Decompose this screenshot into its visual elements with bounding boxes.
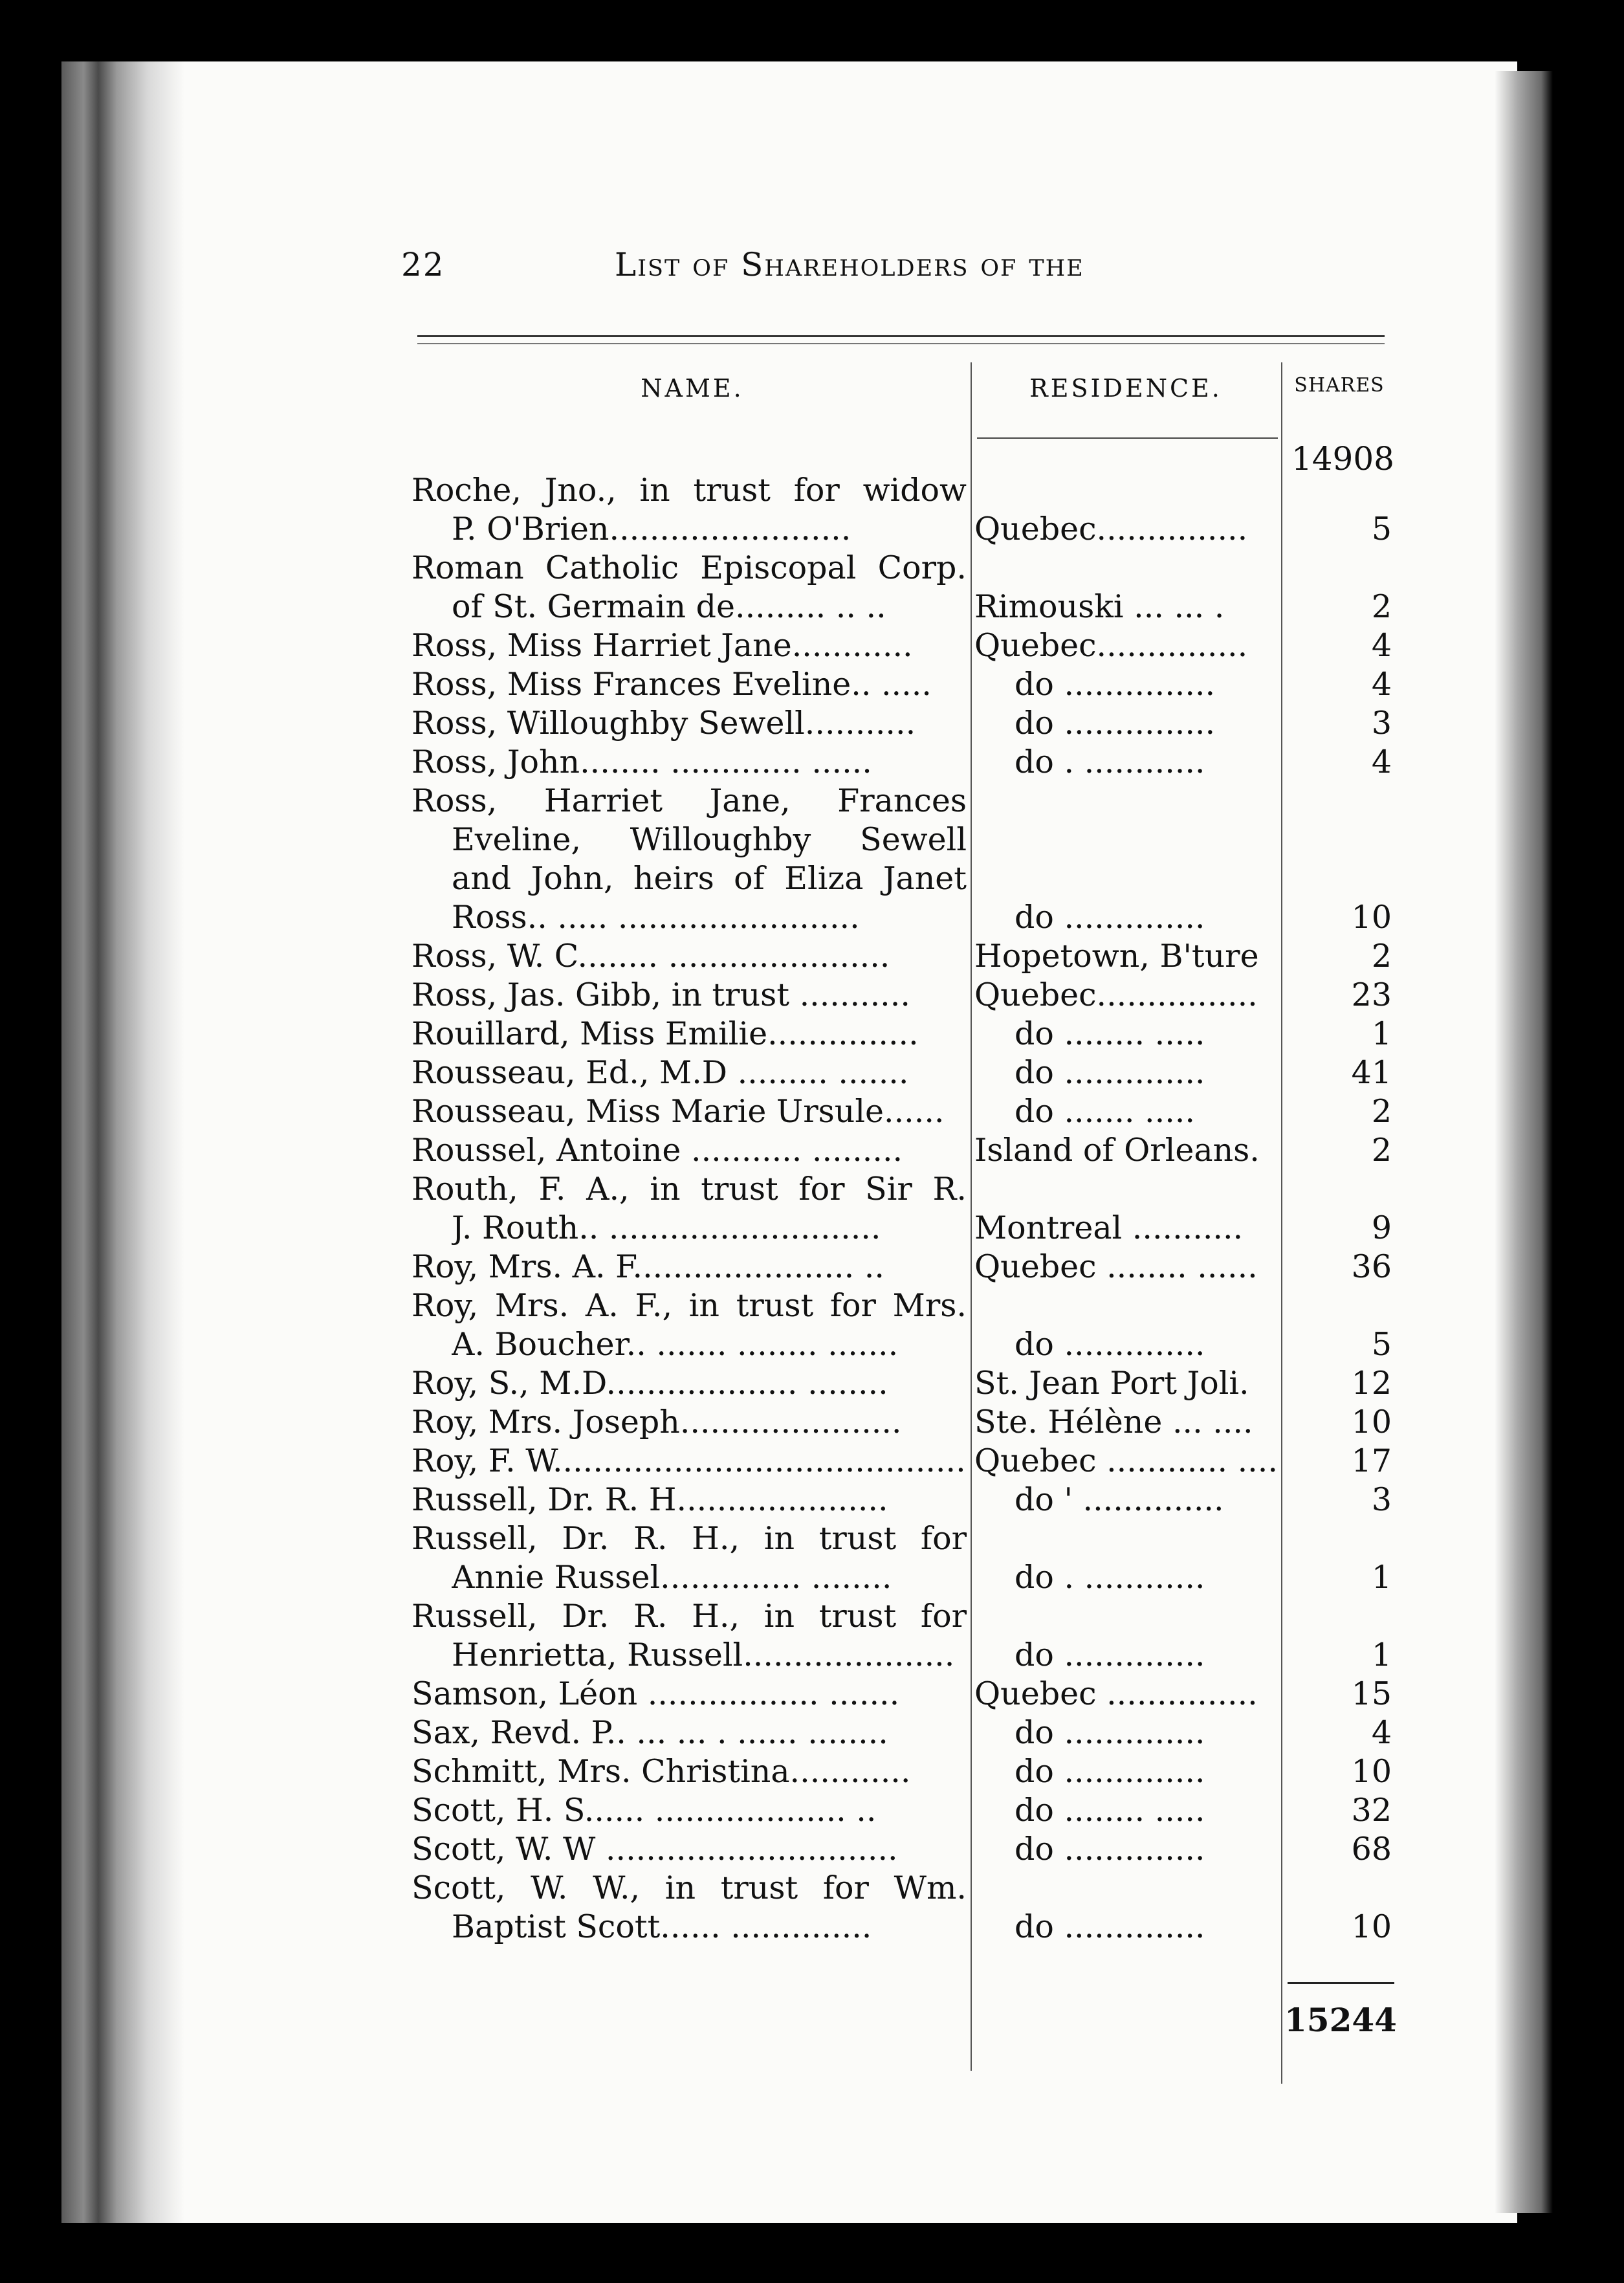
shareholder-shares: 10 (1351, 1404, 1392, 1440)
shareholder-residence: do .............. (1015, 1831, 1205, 1868)
table-row (411, 1092, 1395, 1131)
shareholder-residence: Quebec ............ .... (974, 1442, 1278, 1479)
shareholder-name: Roy, F. W......................................... (411, 1442, 966, 1479)
column-header-shares: SHARES (1294, 374, 1385, 397)
shareholder-name: Russell, Dr. R. H., in trust for (411, 1520, 967, 1557)
table-row (411, 782, 1395, 821)
table-row (411, 1752, 1395, 1791)
shareholder-residence: do ........ ..... (1015, 1792, 1205, 1829)
shareholder-name: Ross, W. C........ ...................... (411, 938, 890, 975)
shareholder-shares: 5 (1371, 1326, 1392, 1363)
shareholder-shares: 68 (1351, 1831, 1392, 1868)
shareholder-name: Samson, Léon ................. ....... (411, 1675, 900, 1712)
table-row (411, 626, 1395, 665)
table-row (411, 937, 1395, 976)
table-row (411, 1170, 1395, 1209)
shareholder-name: J. Routh.. ........................... (452, 1209, 881, 1246)
table-row (411, 1209, 1395, 1248)
shareholder-name: Roy, Mrs. Joseph...................... (411, 1404, 902, 1440)
shareholder-residence: Quebec............... (974, 511, 1248, 547)
shareholder-name: Eveline, Willoughby Sewell (452, 821, 967, 858)
table-row (411, 1636, 1395, 1675)
shareholder-name: Baptist Scott...... .............. (452, 1908, 872, 1945)
shareholder-shares: 2 (1371, 588, 1392, 625)
table-row (411, 743, 1395, 782)
shareholder-shares: 4 (1371, 666, 1392, 703)
shareholder-residence: do .............. (1015, 1637, 1205, 1673)
shareholder-name: Ross, Willoughby Sewell........... (411, 705, 916, 742)
shareholder-name: Henrietta, Russell..................... (452, 1637, 955, 1673)
shareholder-shares: 2 (1371, 938, 1392, 975)
table-row (411, 976, 1395, 1015)
header-rule (417, 335, 1385, 337)
shareholder-residence: Quebec ............... (974, 1675, 1258, 1712)
running-head (401, 246, 1501, 298)
shareholder-shares: 4 (1371, 744, 1392, 780)
table-row (411, 471, 1395, 510)
shareholder-name: P. O'Brien........................ (452, 511, 851, 547)
total-rule (1288, 1982, 1394, 1984)
table-row (411, 1403, 1395, 1442)
shareholder-shares: 9 (1371, 1209, 1392, 1246)
shareholder-shares: 3 (1371, 1481, 1392, 1518)
shareholder-shares: 5 (1371, 511, 1392, 547)
shareholder-shares: 1 (1371, 1637, 1392, 1673)
shareholder-name: Routh, F. A., in trust for Sir R. (411, 1171, 967, 1208)
shareholder-shares: 41 (1351, 1054, 1392, 1091)
shareholder-shares: 4 (1371, 627, 1392, 664)
shareholder-shares: 1 (1371, 1015, 1392, 1052)
shareholder-residence: Rimouski ... ... . (974, 588, 1225, 625)
shareholder-name: Ross, John........ ............. ...... (411, 744, 872, 780)
shareholder-name: Rousseau, Miss Marie Ursule...... (411, 1093, 945, 1130)
grand-total: 15244 (1284, 2001, 1397, 2039)
column-header-residence: RESIDENCE. (1029, 374, 1222, 403)
table-row (411, 1714, 1395, 1752)
shareholder-shares: 36 (1351, 1248, 1392, 1285)
page-title: List of Shareholders of the (615, 246, 1084, 283)
shareholder-shares: 10 (1351, 1908, 1392, 1945)
shareholder-residence: do .............. (1015, 1753, 1205, 1790)
shareholder-residence: Island of Orleans. (974, 1132, 1260, 1169)
table-row (411, 665, 1395, 704)
shareholder-residence: do .............. (1015, 899, 1205, 936)
shareholder-name: Ross, Miss Harriet Jane............ (411, 627, 913, 664)
header-rule-thin (417, 343, 1385, 344)
shareholder-residence: do ........ ..... (1015, 1015, 1205, 1052)
shareholder-name: Sax, Revd. P.. ... ... . ...... ........ (411, 1714, 888, 1751)
shareholder-name: Ross, Harriet Jane, Frances (411, 782, 967, 819)
shareholder-residence: do ' .............. (1015, 1481, 1224, 1518)
table-row (411, 898, 1395, 937)
table-row (411, 1597, 1395, 1636)
column-header-name: NAME. (641, 374, 744, 403)
shareholder-residence: Montreal ........... (974, 1209, 1244, 1246)
table-row (411, 1869, 1395, 1908)
table-row (411, 588, 1395, 626)
book-spine (61, 61, 184, 2223)
shareholder-name: of St. Germain de......... .. .. (452, 588, 886, 625)
table-row (411, 821, 1395, 859)
table-row (411, 1325, 1395, 1364)
shareholder-residence: do ............... (1015, 666, 1216, 703)
shareholder-shares: 10 (1351, 1753, 1392, 1790)
table-row (411, 1248, 1395, 1286)
table-row (411, 1791, 1395, 1830)
shareholder-name: Scott, W. W., in trust for Wm. (411, 1869, 967, 1906)
shareholder-name: Ross, Miss Frances Eveline.. ..... (411, 666, 932, 703)
shareholder-name: Russell, Dr. R. H..................... (411, 1481, 888, 1518)
shareholder-residence: do .............. (1015, 1326, 1205, 1363)
table-row (411, 1558, 1395, 1597)
shareholder-shares: 12 (1351, 1365, 1392, 1402)
shareholder-shares: 32 (1351, 1792, 1392, 1829)
shareholder-name: Roy, Mrs. A. F...................... .. (411, 1248, 884, 1285)
shareholder-name: Rousseau, Ed., M.D ......... ....... (411, 1054, 909, 1091)
table-row (411, 1364, 1395, 1403)
table-row (411, 549, 1395, 588)
shareholder-residence: Quebec............... (974, 627, 1248, 664)
shareholder-list (411, 471, 1395, 1947)
shareholder-shares: 17 (1351, 1442, 1392, 1479)
shareholder-name: and John, heirs of Eliza Janet (452, 860, 967, 897)
shareholder-residence: Quebec ........ ...... (974, 1248, 1258, 1285)
shareholder-residence: St. Jean Port Joli. (974, 1365, 1249, 1402)
shareholder-name: Schmitt, Mrs. Christina............ (411, 1753, 911, 1790)
page-number: 22 (401, 246, 445, 283)
table-row (411, 1131, 1395, 1170)
shareholder-name: Roy, Mrs. A. F., in trust for Mrs. (411, 1287, 967, 1324)
shareholder-name: Annie Russel.............. ........ (452, 1559, 892, 1596)
shareholder-shares: 10 (1351, 899, 1392, 936)
page-edge (1495, 71, 1553, 2213)
table-row (411, 704, 1395, 743)
shareholder-name: Roman Catholic Episcopal Corp. (411, 549, 967, 586)
table-row (411, 1053, 1395, 1092)
shareholder-residence: do ....... ..... (1015, 1093, 1195, 1130)
table-row (411, 1519, 1395, 1558)
shareholder-shares: 3 (1371, 705, 1392, 742)
table-row (411, 1830, 1395, 1869)
table-row (411, 859, 1395, 898)
shareholder-name: Rouillard, Miss Emilie............... (411, 1015, 919, 1052)
shareholder-residence: do .............. (1015, 1714, 1205, 1751)
table-row (411, 1286, 1395, 1325)
shareholder-name: Russell, Dr. R. H., in trust for (411, 1598, 967, 1635)
table-row (411, 1481, 1395, 1519)
shareholder-name: Roche, Jno., in trust for widow (411, 472, 967, 509)
shareholder-name: Ross, Jas. Gibb, in trust ........... (411, 976, 910, 1013)
shareholder-shares: 1 (1371, 1559, 1392, 1596)
shareholder-shares: 4 (1371, 1714, 1392, 1751)
shareholder-name: Scott, H. S...... ................... .. (411, 1792, 877, 1829)
shareholder-name: Ross.. ..... ........................ (452, 899, 860, 936)
carried-forward-total: 14908 (1291, 440, 1394, 478)
table-row (411, 1442, 1395, 1481)
shareholder-shares: 2 (1371, 1132, 1392, 1169)
table-row (411, 510, 1395, 549)
shareholder-name: Scott, W. W ............................. (411, 1831, 898, 1868)
shareholder-name: A. Boucher.. ....... ........ ....... (452, 1326, 899, 1363)
residence-subrule (977, 437, 1278, 439)
shareholder-residence: do . ............ (1015, 744, 1205, 780)
shareholder-shares: 2 (1371, 1093, 1392, 1130)
shareholder-name: Roy, S., M.D................... ........ (411, 1365, 888, 1402)
table-row (411, 1908, 1395, 1947)
table-row (411, 1675, 1395, 1714)
shareholder-residence: Quebec................ (974, 976, 1258, 1013)
shareholder-residence: Hopetown, B'ture (974, 938, 1259, 975)
table-row (411, 1015, 1395, 1053)
shareholder-shares: 15 (1351, 1675, 1392, 1712)
shareholder-residence: do ............... (1015, 705, 1216, 742)
shareholder-shares: 23 (1351, 976, 1392, 1013)
shareholder-residence: do .............. (1015, 1908, 1205, 1945)
shareholder-name: Roussel, Antoine ........... ......... (411, 1132, 903, 1169)
shareholder-residence: do .............. (1015, 1054, 1205, 1091)
shareholder-residence: Ste. Hélène ... .... (974, 1404, 1253, 1440)
shareholder-residence: do . ............ (1015, 1559, 1205, 1596)
